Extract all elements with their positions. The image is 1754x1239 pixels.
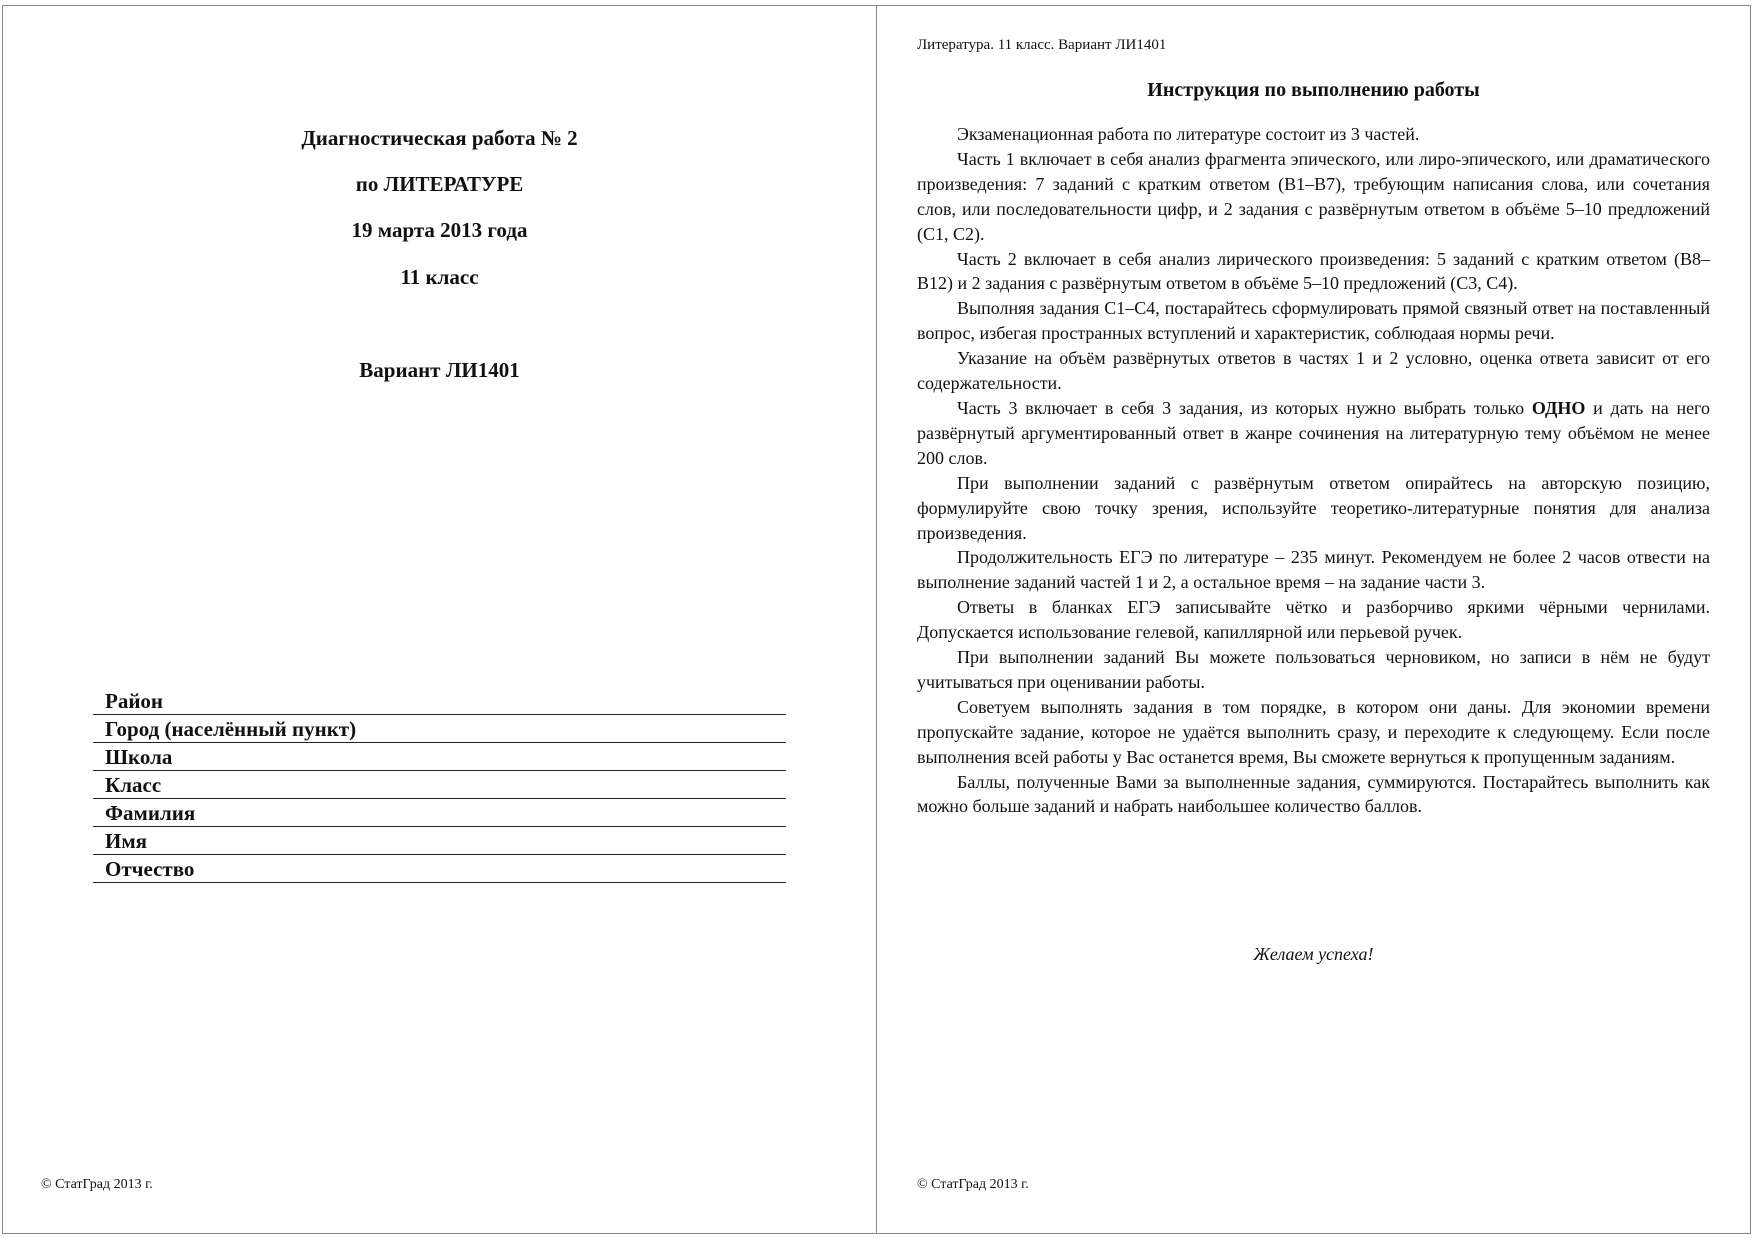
instructions-title: Инструкция по выполнению работы <box>1147 79 1480 101</box>
part3-text-after: и дать на него развёрнутый аргументированный ответ в жанре сочинения на литературную тему объёмом не менее 200 слов. <box>917 397 1710 468</box>
paragraph: Часть 2 включает в себя анализ лирического произведения: 5 заданий с кратким ответом (В8–В12) и 2 задания с развёрнутым ответом в объёме 5–10 предложений (С3, С4). <box>917 248 1710 294</box>
subject-line: по ЛИТЕРАТУРЕ <box>355 172 524 196</box>
work-title: Диагностическая работа № 2 <box>301 126 578 150</box>
form-label-name: Имя <box>105 829 147 853</box>
form-label-patronymic: Отчество <box>105 857 195 881</box>
paragraph: Указание на объём развёрнутых ответов в частях 1 и 2 условно, оценка ответа зависит от его содержательности. <box>917 348 1710 394</box>
running-header: Литература. 11 класс. Вариант ЛИ1401 <box>917 37 1167 53</box>
part3-emphasis: ОДНО <box>1531 397 1586 418</box>
paragraph: Советуем выполнять задания в том порядке, в котором они даны. Для экономии времени пропускайте задание, которое не удаётся выполнить сразу, и переходите к следующему. Если после выполнения всей работы у Вас останется время, Вы сможете вернуться к пропущенным заданиям. <box>917 696 1710 767</box>
form-row-school[interactable] <box>93 743 786 771</box>
part3-text-before: Часть 3 включает в себя 3 задания, из которых нужно выбрать только <box>957 397 1532 418</box>
right-page <box>878 5 1751 1234</box>
grade-line: 11 класс <box>400 265 479 289</box>
form-label-school: Школа <box>105 745 173 769</box>
paragraph: Экзаменационная работа по литературе состоит из 3 частей. <box>957 124 1420 144</box>
paragraph: При выполнении заданий Вы можете пользоваться черновиком, но записи в нём не будут учитываться при оценивании работы. <box>917 647 1710 692</box>
paragraph: Баллы, полученные Вами за выполненные задания, суммируются. Постарайтесь выполнить как можно больше заданий и набрать наибольшее количество баллов. <box>917 771 1710 817</box>
closing-wish: Желаем успеха! <box>1253 944 1374 964</box>
paragraph: При выполнении заданий с развёрнутым ответом опирайтесь на авторскую позицию, формулируйте свою точку зрения, используйте теоретико-литературные понятия для анализа произведения. <box>917 472 1710 543</box>
form-row-district[interactable] <box>93 686 786 715</box>
form-row-name[interactable] <box>93 827 786 855</box>
form-label-class: Класс <box>105 773 162 797</box>
copyright-right: © СтатГрад 2013 г. <box>917 1177 1029 1192</box>
paragraph: Выполняя задания С1–С4, постарайтесь сформулировать прямой связный ответ на поставленный вопрос, избегая пространных вступлений и характеристик, соблюдаая нормы речи. <box>917 298 1710 344</box>
paragraph-part3 <box>917 396 1710 471</box>
form-row-city[interactable] <box>93 715 786 743</box>
form-label-city: Город (населённый пункт) <box>105 717 357 741</box>
student-info-form <box>93 686 786 883</box>
instructions-body <box>917 122 1710 819</box>
form-row-surname[interactable] <box>93 799 786 827</box>
paragraph: Часть 1 включает в себя анализ фрагмента эпического, или лиро-эпического, или драматического произведения: 7 заданий с кратким ответом (В1–В7), требующим написания слова, или сочетания слов, или последовательности цифр, и 2 задания с развёрнутым ответом в объёме 5–10 предложений (С1, С2). <box>917 148 1710 244</box>
left-page <box>3 5 876 1234</box>
copyright-left: © СтатГрад 2013 г. <box>41 1177 153 1192</box>
variant-line: Вариант ЛИ1401 <box>359 358 520 382</box>
paragraph: Ответы в бланках ЕГЭ записывайте чётко и разборчиво яркими чёрными чернилами. Допускается использование гелевой, капиллярной или перьевой ручек. <box>917 597 1710 643</box>
page-divider <box>876 5 877 1234</box>
form-row-class[interactable] <box>93 771 786 799</box>
paragraph: Продолжительность ЕГЭ по литературе – 235 минут. Рекомендуем не более 2 часов отвести на выполнение заданий частей 1 и 2, а остальное время – на задание части 3. <box>917 547 1710 593</box>
form-label-district: Район <box>105 689 164 713</box>
form-label-surname: Фамилия <box>105 801 196 825</box>
form-row-patronymic[interactable] <box>93 855 786 883</box>
exam-date: 19 марта 2013 года <box>351 218 528 242</box>
